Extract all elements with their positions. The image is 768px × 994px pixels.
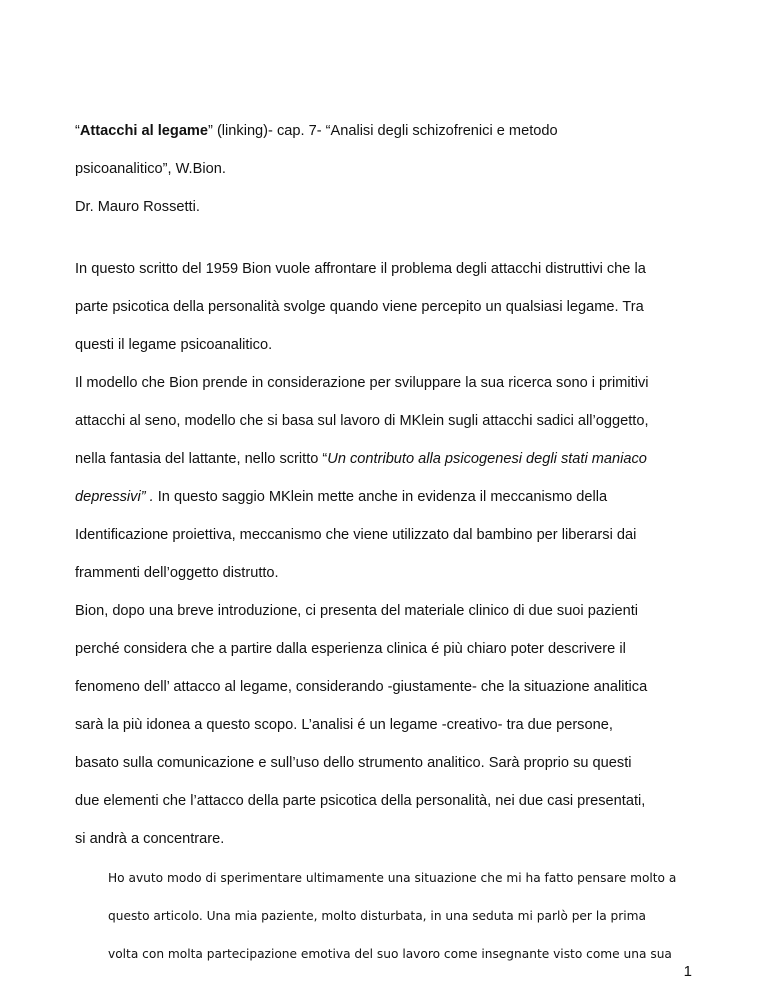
quote-line: Ho avuto modo di sperimentare ultimamente una situazione che mi ha fatto pensare molto a xyxy=(108,871,677,885)
body-line: parte psicotica della personalità svolge quando viene percepito un qualsiasi legame. Tra xyxy=(75,299,644,315)
body-line: fenomeno dell’ attacco al legame, considerando -giustamente- che la situazione analitica xyxy=(75,679,648,695)
title-bold: Attacchi al legame xyxy=(79,123,209,139)
quote-line: volta con molta partecipazione emotiva del suo lavoro come insegnante visto come una sua xyxy=(108,947,672,961)
body-line: Identificazione proiettiva, meccanismo che viene utilizzato dal bambino per liberarsi dai xyxy=(75,527,637,543)
page-number: 1 xyxy=(683,963,692,980)
body-line-with-citation xyxy=(75,450,647,468)
body-line: Il modello che Bion prende in considerazione per sviluppare la sua ricerca sono i primitivi xyxy=(75,375,649,391)
body-line: sarà la più idonea a questo scopo. L’analisi é un legame -creativo- tra due persone, xyxy=(75,717,613,733)
title-open-quote: “ xyxy=(75,123,80,139)
title-rest: ” (linking)- cap. 7- “Analisi degli schizofrenici e metodo xyxy=(208,123,558,139)
body-text: nella fantasia del lattante, nello scritto “ xyxy=(75,451,328,467)
document-title-line xyxy=(75,122,558,140)
body-line: due elementi che l’attacco della parte psicotica della personalità, nei due casi presentati, xyxy=(75,793,646,809)
body-line: attacchi al seno, modello che si basa sul lavoro di MKlein sugli attacchi sadici all’oggetto, xyxy=(75,413,649,429)
body-line: perché considera che a partire dalla esperienza clinica é più chiaro poter descrivere il xyxy=(75,641,626,657)
quote-line: questo articolo. Una mia paziente, molto disturbata, in una seduta mi parlò per la prima xyxy=(108,909,647,923)
body-text: In questo saggio MKlein mette anche in evidenza il meccanismo della xyxy=(153,489,608,505)
body-line: si andrà a concentrare. xyxy=(75,831,225,847)
body-line-with-citation xyxy=(75,488,607,506)
citation-title: Un contributo alla psicogenesi degli stati maniaco xyxy=(327,451,647,467)
body-line: basato sulla comunicazione e sull’uso dello strumento analitico. Sarà proprio su questi xyxy=(75,755,632,771)
citation-title-end: depressivi” . xyxy=(75,489,154,505)
author-line: Dr. Mauro Rossetti. xyxy=(75,199,200,215)
body-line: questi il legame psicoanalitico. xyxy=(75,337,273,353)
body-line: frammenti dell’oggetto distrutto. xyxy=(75,565,279,581)
document-title-line-2: psicoanalitico”, W.Bion. xyxy=(75,161,226,177)
body-line: In questo scritto del 1959 Bion vuole affrontare il problema degli attacchi distruttivi che la xyxy=(75,261,646,277)
body-line: Bion, dopo una breve introduzione, ci presenta del materiale clinico di due suoi pazienti xyxy=(75,603,639,619)
